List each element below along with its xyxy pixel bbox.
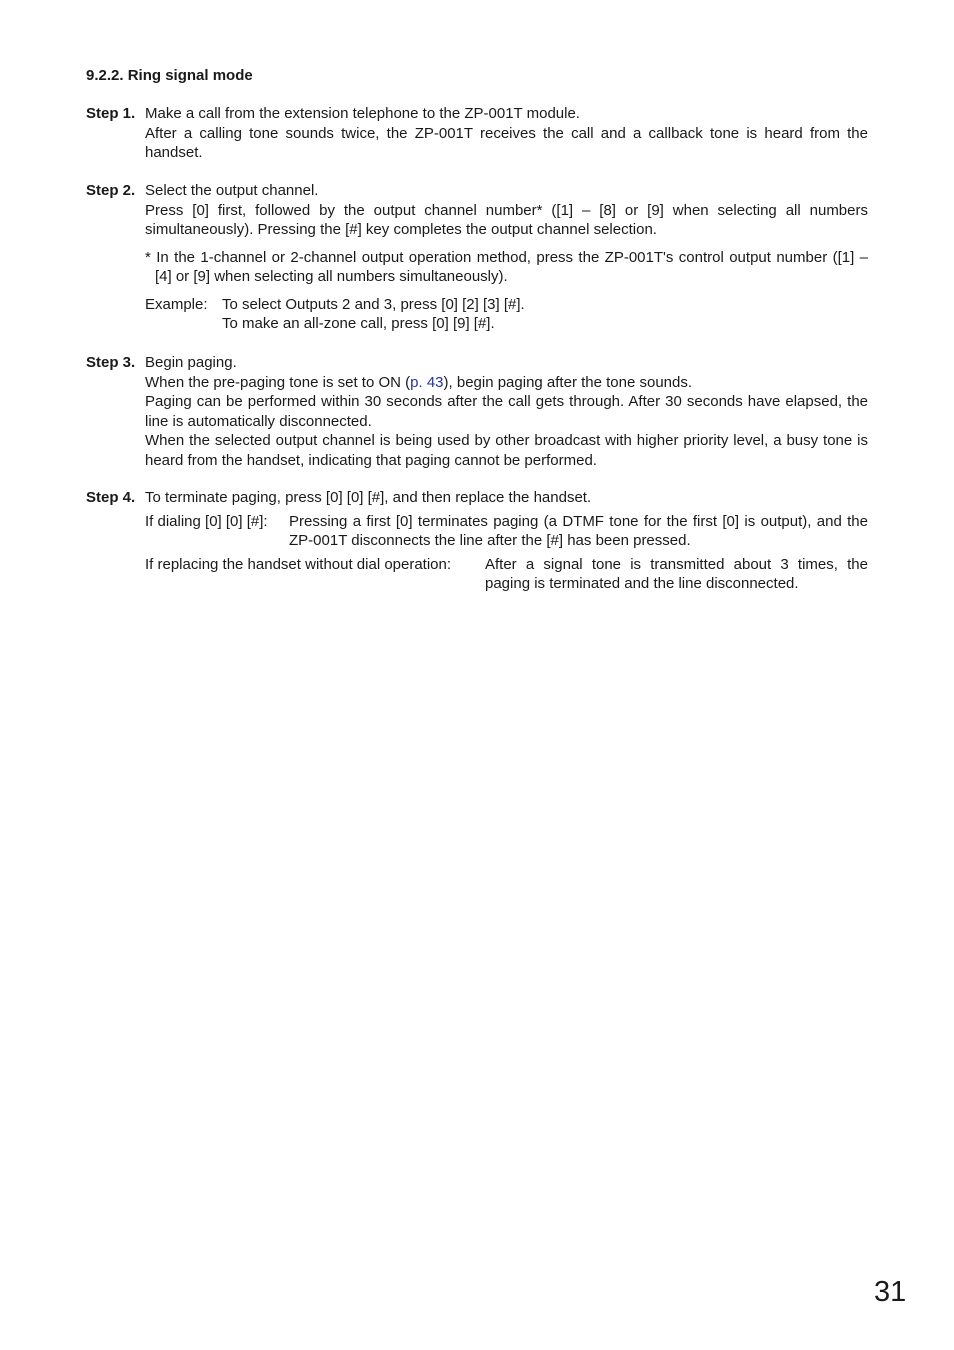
step-label: Step 4. — [86, 489, 136, 506]
step-body — [145, 488, 868, 594]
page-reference-link[interactable]: p. 43 — [410, 373, 444, 391]
example-lines — [222, 295, 525, 334]
case-label: If dialing [0] [0] [#]: — [145, 512, 268, 530]
step-text: Begin paging. — [145, 354, 237, 371]
case-replacing — [145, 555, 868, 594]
step-text: After a calling tone sounds twice, the ZP-001T receives the call and a callback tone is heard from the handset. — [145, 124, 868, 161]
step-label: Step 3. — [86, 354, 136, 371]
step-text: Paging can be performed within 30 seconds after the call gets through. After 30 seconds have elapsed, the line is automatically disconnected. — [145, 393, 868, 430]
step-4 — [86, 488, 868, 594]
step-text: To terminate paging, press [0] [0] [#], and then replace the handset. — [145, 489, 592, 506]
step-text: Press [0] first, followed by the output channel number* ([1] – [8] or [9] when selecting all numbers simultaneously). Pressing the [#] key completes the output channel selection. — [145, 201, 868, 238]
step-body — [145, 353, 868, 470]
page-number: 31 — [874, 1276, 907, 1308]
case-text: Pressing a first [0] terminates paging (a DTMF tone for the first [0] is output), and the ZP-001T disconnects the line after the [#] has been pressed. — [289, 512, 868, 549]
case-text: After a signal tone is transmitted about 3 times, the paging is terminated and the line disconnected. — [485, 555, 868, 592]
step-text: When the selected output channel is being used by other broadcast with higher priority level, a busy tone is heard from the handset, indicating that paging cannot be performed. — [145, 432, 868, 469]
step-text-with-link — [145, 373, 868, 393]
step-2 — [86, 181, 868, 334]
step-3 — [86, 353, 868, 470]
text-fragment: ), begin paging after the tone sounds. — [443, 373, 693, 391]
step-body — [145, 104, 868, 163]
step-1 — [86, 104, 868, 163]
case-label: If replacing the handset without dial operation: — [145, 555, 452, 573]
example-block — [145, 295, 868, 334]
footnote: * In the 1-channel or 2-channel output operation method, press the ZP-001T's control output number ([1] – [4] or [9] when selecting all numbers simultaneously). — [145, 248, 868, 285]
step-label: Step 1. — [86, 105, 136, 122]
case-dialing — [145, 512, 868, 551]
step-text: Make a call from the extension telephone to the ZP-001T module. — [145, 105, 580, 122]
step-text: Select the output channel. — [145, 182, 319, 199]
example-line: To select Outputs 2 and 3, press [0] [2] [3] [#]. — [222, 295, 525, 313]
text-fragment: When the pre-paging tone is set to ON ( — [145, 373, 411, 391]
example-line: To make an all-zone call, press [0] [9] [#]. — [222, 315, 495, 332]
step-label: Step 2. — [86, 182, 136, 199]
step-body — [145, 181, 868, 334]
section-heading: 9.2.2. Ring signal mode — [86, 67, 253, 84]
example-label: Example: — [145, 295, 208, 313]
